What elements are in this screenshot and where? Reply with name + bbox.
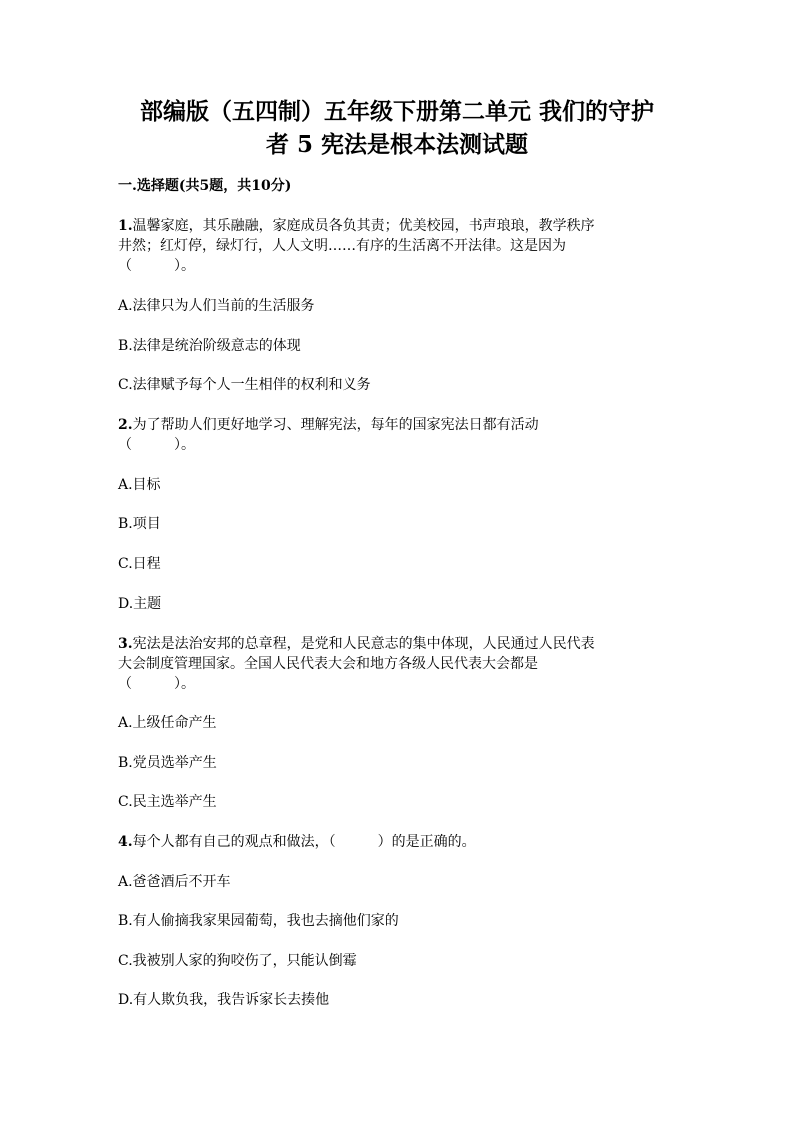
question-2-line-1: 2.为了帮助人们更好地学习、理解宪法，每年的国家宪法日都有活动 [118,417,539,433]
question-4-line-1: 4.每个人都有自己的观点和做法，（ ）的是正确的。 [118,834,476,850]
question-3-option-b: B.党员选举产生 [118,755,217,771]
question-4-option-d: D.有人欺负我，我告诉家长去揍他 [118,992,330,1008]
question-4-number: 4. [118,834,133,850]
question-2-option-b: B.项目 [118,516,161,532]
section-heading: 一.选择题(共5题，共10分) [118,178,292,194]
question-3-option-a: A.上级任命产生 [118,715,217,731]
question-1-option-c: C.法律赋予每个人一生相伴的权利和义务 [118,377,371,393]
question-3-option-c: C.民主选举产生 [118,794,217,810]
question-3-line-1: 3.宪法是法治安邦的总章程，是党和人民意志的集中体现，人民通过人民代表 [118,636,595,652]
question-2-number: 2. [118,417,133,433]
question-2-option-d: D.主题 [118,596,162,612]
question-1-number: 1. [118,218,133,234]
question-2-answer-blank: （ ）。 [118,437,195,453]
question-1-answer-blank: （ ）。 [118,258,195,274]
question-1-option-b: B.法律是统治阶级意志的体现 [118,338,301,354]
document-title-line-1: 部编版（五四制）五年级下册第二单元 我们的守护 [139,98,654,125]
document-title-line-2: 者 5 宪法是根本法测试题 [265,131,529,158]
question-4-option-b: B.有人偷摘我家果园葡萄，我也去摘他们家的 [118,913,399,929]
question-3-line-2: 大会制度管理国家。全国人民代表大会和地方各级人民代表大会都是 [118,656,538,672]
question-2-option-a: A.目标 [118,477,161,493]
question-4-option-c: C.我被别人家的狗咬伤了，只能认倒霉 [118,953,357,969]
question-4-option-a: A.爸爸酒后不开车 [118,874,231,890]
question-1-line-2: 井然；红灯停，绿灯行，人人文明……有序的生活离不开法律。这是因为 [118,238,566,254]
question-1-option-a: A.法律只为人们当前的生活服务 [118,298,315,314]
question-1-line-1: 1.温馨家庭，其乐融融，家庭成员各负其责；优美校园，书声琅琅，教学秩序 [118,218,595,234]
question-3-answer-blank: （ ）。 [118,676,195,692]
question-2-option-c: C.日程 [118,556,161,572]
question-3-number: 3. [118,636,133,652]
